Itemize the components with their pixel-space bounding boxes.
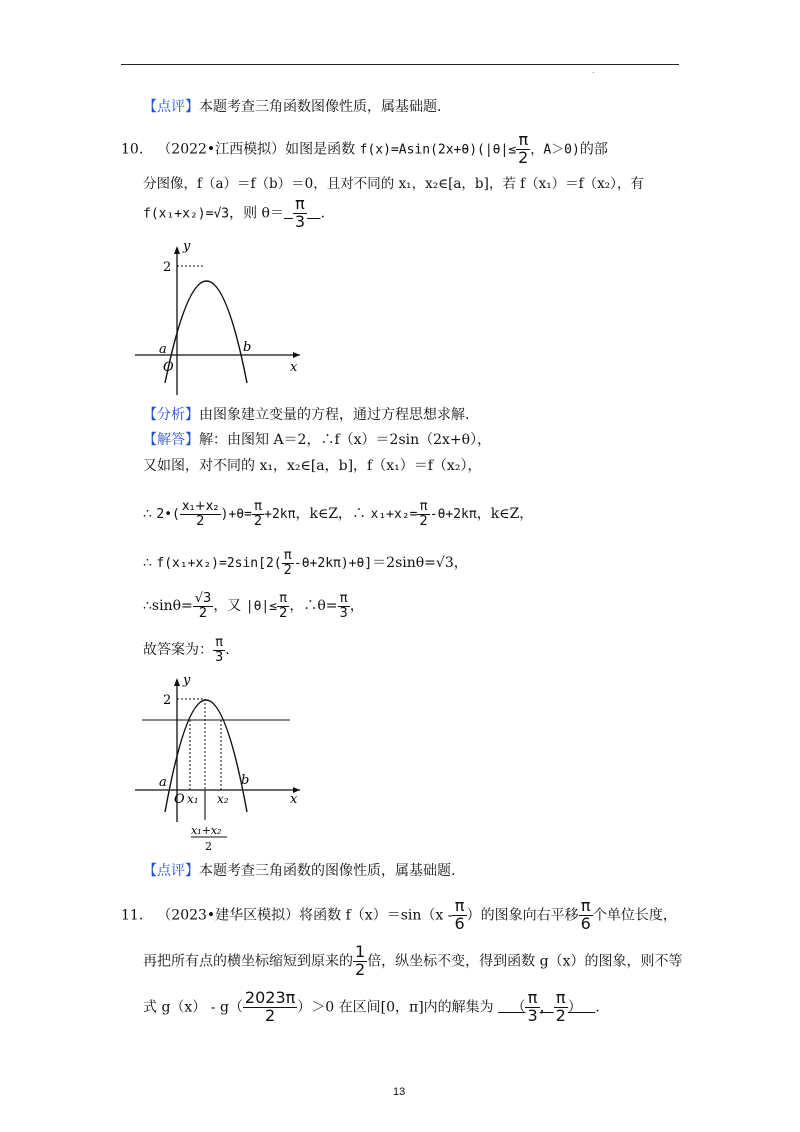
step5-frac-pi-3: $\frac{\pi}{3}$ (339, 591, 348, 621)
y-label: y (183, 673, 191, 688)
q11-number: 11． (121, 907, 153, 924)
final-answer-fraction: $\frac{\pi}{3}$ (215, 635, 224, 665)
final-answer-line: 故答案为： $\frac{\pi}{3}$ . (143, 635, 230, 665)
a-label: a (159, 775, 167, 790)
x-arrow-icon (293, 352, 300, 358)
analysis-line (143, 404, 469, 424)
x2-label: x₂ (217, 792, 229, 806)
max-label: 2 (163, 260, 172, 275)
q11-frac-1-2: $\frac{1}{2}$ (355, 942, 366, 979)
step5-frac-sqrt3: $\frac{√3}{2}$ (194, 591, 212, 621)
comment-tag: 【点评】 (143, 99, 199, 115)
origin-label: O (163, 360, 174, 375)
graph-1 (135, 238, 310, 398)
q10-formula: f(x)=Asin(2x+θ)(|θ|≤ (359, 142, 517, 158)
graph-2 (135, 672, 310, 854)
analysis-text: 由图象建立变量的方程，通过方程思想求解. (199, 407, 470, 423)
q11-line-1: 11． （2023•建华区模拟）将函数 f（x）＝sin（x - $\frac{\pi}{6}$ ）的图象向右平移 $\frac{\pi}{6}$ 个单位长度， (121, 896, 677, 933)
x-label: x (290, 360, 298, 375)
solution-tag: 【解答】 (143, 432, 199, 448)
a-label: a (159, 342, 167, 357)
q10-line-1 (121, 132, 608, 167)
analysis-tag: 【分析】 (143, 407, 199, 423)
q11-line-2: 再把所有点的横坐标缩短到原来的 $\frac{1}{2}$ 倍，纵坐标不变，得到函数 g（x）的图象，则不等 (143, 942, 683, 979)
step3-frac-pi: $\frac{\pi}{2}$ (253, 499, 263, 529)
q11-answer-pi-3: $\frac{\pi}{3}$ (527, 988, 538, 1025)
solution-step-3: ∴ 2•( $\frac{\text{x₁+x₂}}{2}$ )+θ= $\frac{\pi}{2}$ +2kπ，k∈Z，∴ x₁+x₂= $\frac{\pi}{2}$ -θ+2kπ，k∈Z， (143, 499, 534, 529)
solution-step-4: ∴ f(x₁+x₂)=2sin[2( $\frac{\pi}{2}$ -θ+2kπ)+θ]＝2sinθ=√3， (143, 548, 468, 578)
comment-line-1 (143, 96, 441, 116)
solution-line-2: 又如图，对不同的 x₁，x₂∈[a，b]，f（x₁）＝f（x₂）， (143, 458, 482, 474)
q10-answer-fraction: $\frac{\pi}{3}$ (294, 194, 306, 231)
q11-frac-pi-6: $\frac{\pi}{6}$ (454, 896, 465, 933)
max-label: 2 (163, 693, 172, 708)
x-label: x (290, 792, 298, 807)
q11-frac-pi-6-shift: $\frac{\pi}{6}$ (580, 896, 591, 933)
comment-tag: 【点评】 (143, 863, 199, 879)
x1-label: x₁ (187, 792, 199, 806)
q10-formula-frac: $\frac{\pi}{2}$ (518, 130, 529, 167)
q11-answer-pi-2: $\frac{\pi}{2}$ (555, 988, 566, 1025)
q10-formula-tail: ，A＞0) (530, 142, 580, 158)
step3-frac-x: $\frac{\text{x₁+x₂}}{2}$ (181, 499, 219, 529)
step4-frac-pi: $\frac{\pi}{2}$ (283, 548, 292, 578)
q11-line-3: 式 g（x） - g（ $\frac{2023\pi}{2}$ ）＞0 在区间[0，π]内的解集为 （ $\frac{\pi}{3}$ ， $\frac{\pi}{2}$ ） . (143, 988, 600, 1025)
q10-line-3: f(x₁+x₂)=√3，则 θ＝ $\frac{\pi}{3}$ . (143, 194, 325, 231)
y-label: y (183, 239, 191, 254)
q10-end1: 的部 (579, 141, 608, 158)
origin-label: O (174, 792, 185, 807)
comment-line-2 (143, 860, 455, 880)
solution-line-1 (143, 429, 491, 449)
page-number: 13 (393, 1086, 406, 1098)
solution-text-1: 解：由图知 A＝2，∴f（x）＝2sin（2x+θ）， (199, 432, 492, 448)
q10-condition-formula: f(x₁+x₂)=√3 (143, 206, 230, 222)
q10-number: 10． (121, 141, 153, 158)
mid-numerator: x₁+x₂ (191, 824, 222, 837)
solution-step-5: ∴sinθ= $\frac{√3}{2}$ ，又 |θ|≤ $\frac{\pi}{2}$ ，∴θ= $\frac{\pi}{3}$ ， (143, 591, 364, 621)
q10-source: （2022•江西模拟）如图是函数 (157, 141, 356, 158)
y-arrow-icon (174, 678, 180, 686)
step3-frac-pi-2: $\frac{\pi}{2}$ (419, 499, 428, 529)
header-rule (121, 64, 679, 65)
q10-line-2: 分图像，f（a）＝f（b）＝0，且对不同的 x₁，x₂∈[a，b]，若 f（x₁）＝f（x₂），有 (143, 176, 644, 192)
step5-frac-pi-2: $\frac{\pi}{2}$ (279, 591, 288, 621)
q10-line3-text: ，则 θ＝ (229, 205, 284, 222)
y-arrow-icon (174, 246, 180, 254)
comment-text: 本题考查三角函数图像性质，属基础题. (199, 99, 442, 115)
b-label: b (243, 340, 252, 355)
b-label: b (241, 773, 250, 788)
comment-text: 本题考查三角函数的图像性质，属基础题. (199, 863, 456, 879)
mid-denominator: 2 (205, 840, 212, 853)
q11-frac-2023pi: $\frac{2023\pi}{2}$ (244, 988, 296, 1025)
header-mark: . (592, 66, 595, 75)
